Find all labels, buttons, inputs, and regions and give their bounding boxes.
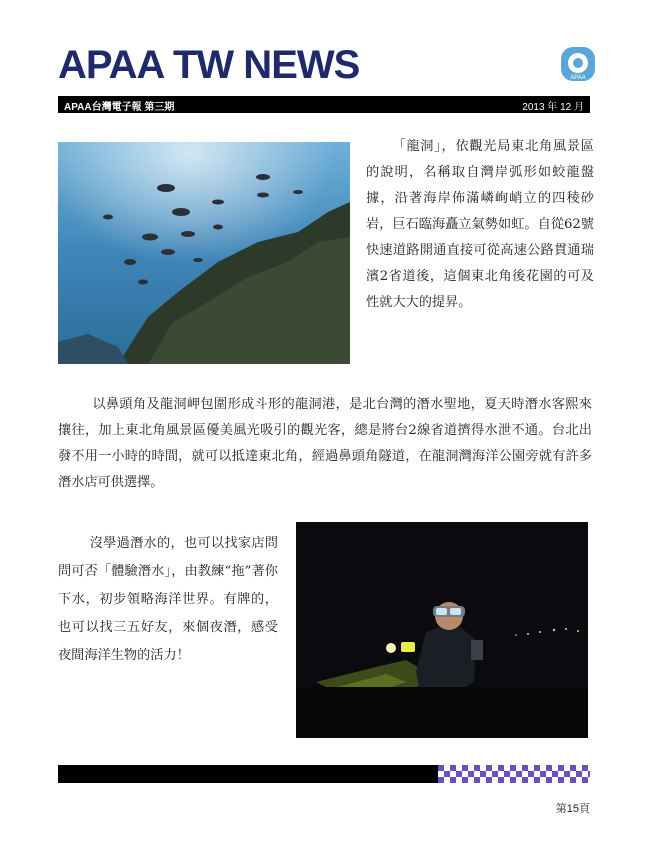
checker-pattern-decoration [438, 765, 590, 783]
issue-label: APAA台灣電子報 第三期 [64, 102, 175, 113]
article-paragraph-1: 「龍洞」，依觀光局東北角風景區的說明，名稱取自灣岸弧形如蛟龍盤據，沿著海岸佈滿嶙峋峭立的四稜砂岩，巨石臨海矗立氣勢如虹。自從62號快速道路開通直接可從高速公路貫通瑞濱2省道後，這個東北角後花園的可及性就大大的提昇。 [366, 139, 594, 310]
issue-date: 2013 年 12 月 [522, 102, 584, 113]
page-number: 第15頁 [555, 803, 590, 815]
article-paragraph-3: 沒學過潛水的，也可以找家店問問可否「體驗潛水」，由教練“拖”著你下水，初步領略海洋世界。有牌的，也可以找三五好友，來個夜潛，感受夜間海洋生物的活力！ [58, 536, 278, 663]
article-paragraph-2: 以鼻頭角及龍洞岬包圍形成斗形的龍洞港，是北台灣的潛水聖地，夏天時潛水客熙來攘往，加上東北角風景區優美風光吸引的觀光客，總是將台2線省道擠得水泄不通。台北出發不用一小時的時間，就可以抵達東北角，經過鼻頭角隧道，在龍洞灣海洋公園旁就有許多潛水店可供選擇。 [58, 397, 592, 490]
night-diver-photo [296, 522, 588, 738]
underwater-fish-photo [58, 142, 350, 364]
logo-text: APAA [570, 75, 586, 81]
apaa-logo-icon [558, 46, 598, 84]
masthead [58, 42, 598, 88]
issue-bar [58, 96, 590, 113]
newsletter-title: APAA TW NEWS [58, 43, 360, 87]
